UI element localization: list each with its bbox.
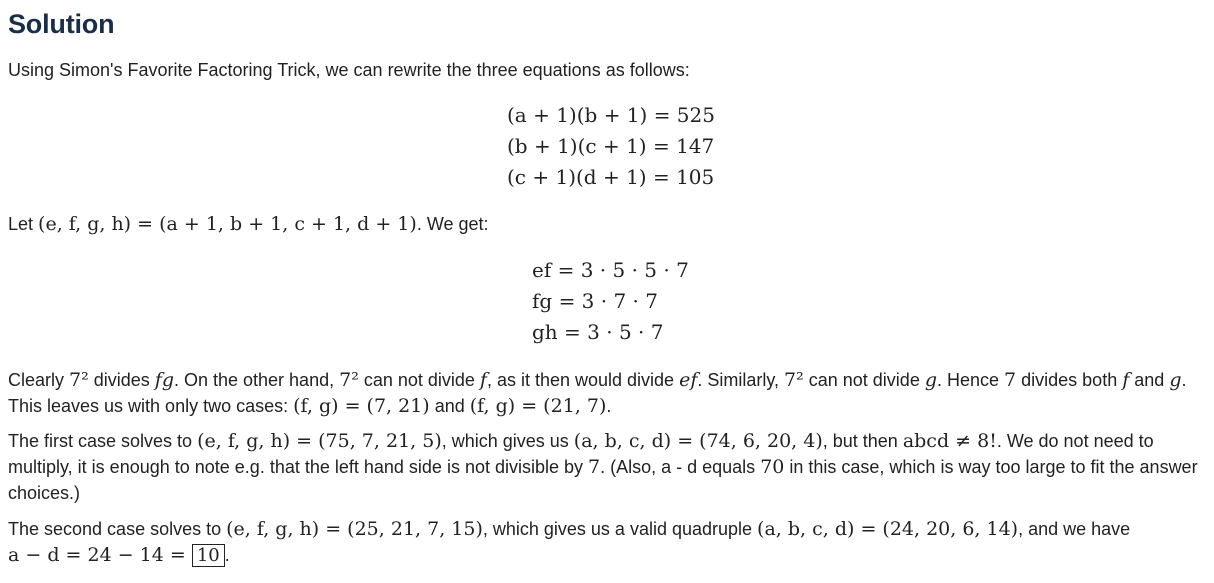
second-case-paragraph	[8, 516, 1198, 569]
text-run: ef	[679, 369, 698, 391]
text-run: 7²	[69, 369, 89, 391]
text-run: divides both	[1016, 370, 1123, 390]
text-run: g	[924, 369, 937, 391]
text-run: , and we have	[1018, 519, 1131, 539]
text-run: a − d = 24 − 14 =	[8, 544, 192, 566]
text-run: divides	[88, 370, 155, 390]
text-run: can not divide	[358, 370, 480, 390]
text-run: The second case solves to	[8, 519, 227, 539]
text-run: . (Also, a - d equals	[600, 457, 761, 477]
text-run: , which gives us	[441, 431, 574, 451]
text-run: f	[479, 369, 487, 391]
text-run: (e, f, g, h) = (75, 7, 21, 5)	[197, 430, 442, 452]
text-run: (e, f, g, h) = (25, 21, 7, 15)	[226, 518, 483, 540]
equation-line: (b + 1)(c + 1) = 147	[507, 134, 715, 158]
equations-block-1	[507, 100, 715, 193]
text-run: . We get:	[416, 214, 489, 234]
text-run: . This leaves us with only two cases:	[8, 370, 1187, 416]
text-run: Let	[8, 214, 39, 234]
text-run: Clearly	[8, 370, 70, 390]
text-run: fg	[154, 369, 174, 391]
text-run: and	[1129, 370, 1170, 390]
text-run: and	[429, 396, 470, 416]
text-run: 70	[760, 456, 785, 478]
text-run: in this case, which is way too large to fit the answer choices.)	[8, 457, 1198, 503]
text-run: , but then	[822, 431, 903, 451]
text-run: (f, g) = (21, 7)	[469, 395, 607, 417]
solution-heading: Solution	[8, 9, 115, 39]
equation-line: gh = 3 · 5 · 7	[532, 320, 664, 344]
text-run: .	[224, 545, 230, 565]
boxed-answer: 10	[192, 544, 225, 567]
equation-line: fg = 3 · 7 · 7	[532, 289, 658, 313]
text-run: 7²	[339, 369, 359, 391]
text-run: . On the other hand,	[173, 370, 340, 390]
text-run: 7²	[784, 369, 804, 391]
text-run: . Similarly,	[697, 370, 785, 390]
let-paragraph	[8, 211, 1198, 237]
text-run: 7	[1004, 369, 1017, 391]
text-run: (f, g) = (7, 21)	[293, 395, 430, 417]
equation-line: (a + 1)(b + 1) = 525	[507, 103, 715, 127]
math-expression: (e, f, g, h) = (a + 1, b + 1, c + 1, d + 1)	[38, 213, 417, 235]
text-run: (a, b, c, d) = (74, 6, 20, 4)	[573, 430, 823, 452]
text-run: , as it then would divide	[486, 370, 680, 390]
text-run: .	[606, 396, 612, 416]
equations-block-2	[532, 255, 689, 348]
text-run: . Hence	[937, 370, 1005, 390]
equation-line: (c + 1)(d + 1) = 105	[507, 165, 715, 189]
text-run: . We do not need to multiply, it is enough to note e.g. that the left hand side is not divisible by	[8, 431, 1154, 477]
equation-line: ef = 3 · 5 · 5 · 7	[532, 258, 689, 282]
text-run: 7	[588, 456, 601, 478]
text-run: , which gives us a valid quadruple	[482, 519, 758, 539]
text-run: abcd ≠ 8!	[902, 430, 997, 452]
analysis-paragraph	[8, 367, 1198, 419]
text-run: can not divide	[803, 370, 925, 390]
intro-paragraph: Using Simon's Favorite Factoring Trick, we can rewrite the three equations as follows:	[8, 60, 690, 80]
first-case-paragraph	[8, 428, 1198, 506]
text-run: f	[1122, 369, 1130, 391]
text-run: (a, b, c, d) = (24, 20, 6, 14)	[757, 518, 1019, 540]
text-run: The first case solves to	[8, 431, 198, 451]
text-run: g	[1169, 369, 1182, 391]
